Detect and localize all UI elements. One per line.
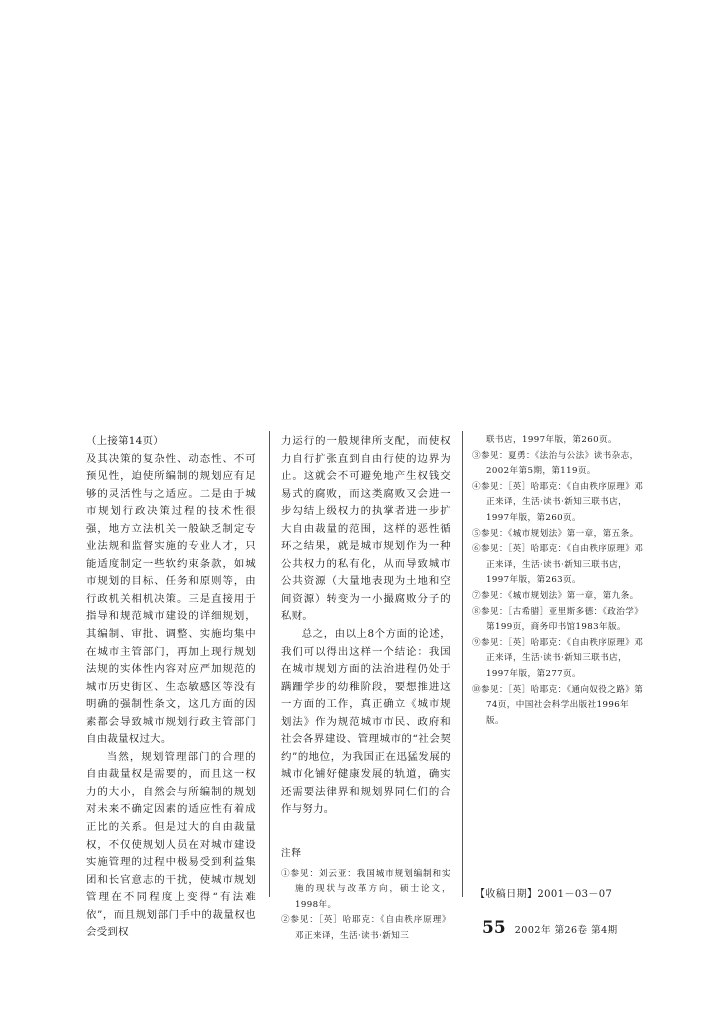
footnote: ②参见：［英］哈耶克：《自由秩序原理》邓正来译，生活·读书·新知三 <box>281 915 451 941</box>
article-column-1 <box>86 433 256 942</box>
footnote: ⑨参见：［英］哈耶克：《自由秩序原理》邓正来译，生活·读书·新知三联书店，1997年版，第277页。 <box>472 637 644 679</box>
received-date: 【收稿日期】2001－03－07 <box>475 889 613 900</box>
notes-heading: 注释 <box>281 848 303 860</box>
continuation-marker: （上接第14页） <box>86 435 164 447</box>
page-number: 55 <box>482 918 506 938</box>
footnote: ④参见：［英］哈耶克：《自由秩序原理》邓正来译，生活·读书·新知三联书店，1997年版，第260页。 <box>472 481 644 523</box>
body-paragraph: 当然，规划管理部门的合理的自由裁量权是需要的，而且这一权力的大小，自然会与所编制的规划对未来不确定因素的适应性有着成正比的关系。但是过大的自由裁量权，不仅使规划人员在对城市建设实施管理的过程中极易受到利益集团和长官意志的干扰，使城市规划管理在不同程度上变得“有法难依”，而且规划部门手中的裁量权也会受到权 <box>86 750 256 939</box>
footnote: ⑧参见：［古希腊］亚里斯多德：《政治学》第199页，商务印书馆1983年版。 <box>472 606 644 633</box>
footnote: ①参见：刘云亚：我国城市规划编制和实施的现状与改革方向，硕士论文，1998年。 <box>281 868 451 910</box>
journal-info: 2002年 第26卷 第4期 <box>514 925 618 936</box>
footnote-continuation: 联书店，1997年版，第260页。 <box>486 435 618 445</box>
footnote: ⑥参见：［英］哈耶克：《自由秩序原理》邓正来译，生活·读书·新知三联书店，1997年版，第263页。 <box>472 544 644 586</box>
column-divider <box>462 431 463 897</box>
body-paragraph: 力运行的一般规律所支配，而使权力自行扩张直到自由行使的边界为止。这就会不可避免地产生权钱交易式的腐败，而这类腐败又会进一步勾结上级权力的执掌者进一步扩大自由裁量的范围，这样的恶性循环之结果，就是城市规划作为一种公共权力的私有化，从而导致城市公共资源（大量地表现为土地和空间资源）转变为一小撮腐败分子的私财。 <box>281 435 451 623</box>
body-paragraph: 总之，由以上8个方面的论述，我们可以得出这样一个结论：我国在城市规划方面的法治进程仍处于蹒跚学步的幼稚阶段，要想推进这一方面的工作，真正确立《城市规划法》作为规范城市市民、政府和社会各界建设、管理城市的“社会契约”的地位，为我国正在迅猛发展的城市化铺好健康发展的轨道，确实还需要法律界和规划界同仁们的合作与努力。 <box>281 628 451 816</box>
footnote: ③参见：夏勇：《法治与公法》读书杂志，2002年第5期，第119页。 <box>472 450 639 477</box>
footnote: ⑦参见：《城市规划法》第一章，第九条。 <box>472 590 639 601</box>
footnote: ⑩参见：［英］哈耶克：《通向奴役之路》第74页，中国社会科学出版社1996年版。 <box>472 684 644 726</box>
column-divider <box>269 431 270 897</box>
page-footer <box>482 918 618 938</box>
notes-column <box>472 433 647 729</box>
body-paragraph: 及其决策的复杂性、动态性、不可预见性，迫使所编制的规划应有足够的灵活性与之适应。二是由于城市规划行政决策过程的技术性很强，地方立法机关一般缺乏制定专业法规和监督实施的专业人才，只能适度制定一些软约束条款，如城市规划的目标、任务和原则等，由行政机关相机决策。三是直接用于指导和规范城市建设的详细规划，其编制、审批、调整、实施均集中在城市主管部门，再加上现行规划法规的实体性内容对应严加规范的城市历史街区、生态敏感区等没有明确的强制性条文，这几方面的因素都会导致城市规划行政主管部门自由裁量权过大。 <box>86 452 256 746</box>
footnote: ⑤参见：《城市规划法》第一章，第五条。 <box>472 528 639 539</box>
article-column-2 <box>281 433 451 945</box>
